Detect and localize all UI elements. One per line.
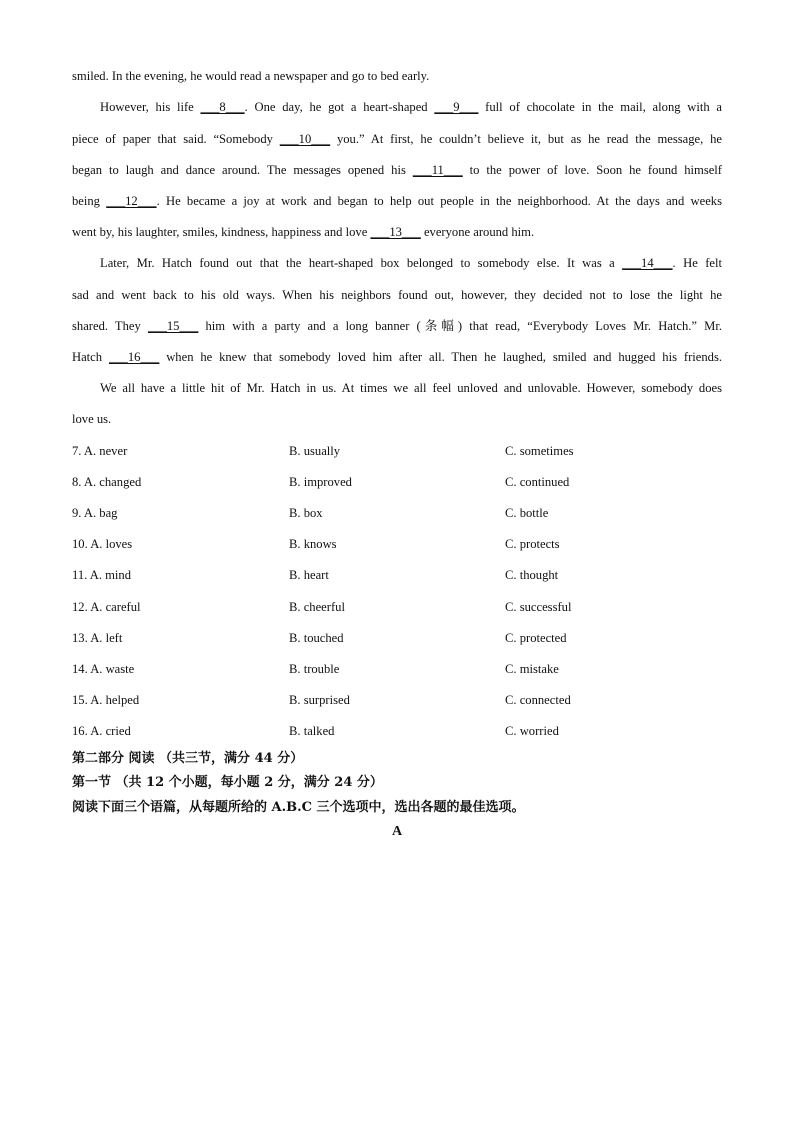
blank-13[interactable]: ___13___ <box>370 225 421 239</box>
option-7b[interactable]: B. usually <box>289 444 341 458</box>
passage-line-1: smiled. In the evening, he would read a newspaper and go to bed early. <box>72 69 430 83</box>
question-14-options <box>72 659 722 679</box>
question-16-options <box>72 721 722 741</box>
option-13a[interactable]: 13. A. left <box>72 631 123 645</box>
blank-8[interactable]: ___8___ <box>200 100 245 114</box>
passage-line-2: However, his life ___8___. One day, he got a heart-shaped ___9___ full of chocolate in the mail, along with a <box>100 97 722 117</box>
passage-line-11: We all have a little hit of Mr. Hatch in us. At times we all feel unloved and unlovable. However, somebody does <box>100 381 722 395</box>
option-8b[interactable]: B. improved <box>289 475 352 489</box>
passage-line-10: Hatch ___16___ when he knew that somebody loved him after all. Then he laughed, smiled and hugged his friends. <box>72 347 722 367</box>
part-title: 第二部分 阅读 （共三节，满分 44 分） <box>72 751 304 766</box>
question-11-options <box>72 565 722 585</box>
option-11a[interactable]: 11. A. mind <box>72 568 132 582</box>
option-14a[interactable]: 14. A. waste <box>72 662 135 676</box>
option-13b[interactable]: B. touched <box>289 631 344 645</box>
blank-11[interactable]: ___11___ <box>412 163 463 177</box>
section-title: 第一节 （共 12 个小题，每小题 2 分，满分 24 分） <box>72 775 383 790</box>
passage-line-12: love us. <box>72 412 112 426</box>
option-10b[interactable]: B. knows <box>289 537 337 551</box>
option-12c[interactable]: C. successful <box>505 600 572 614</box>
option-16b[interactable]: B. talked <box>289 724 335 738</box>
option-16c[interactable]: C. worried <box>505 724 559 738</box>
blank-10[interactable]: ___10___ <box>279 132 331 146</box>
option-14c[interactable]: C. mistake <box>505 662 559 676</box>
blank-12[interactable]: ___12___ <box>106 194 157 208</box>
option-10c[interactable]: C. protects <box>505 537 560 551</box>
question-7-options <box>72 441 722 461</box>
option-9c[interactable]: C. bottle <box>505 506 549 520</box>
question-8-options <box>72 472 722 492</box>
option-16a[interactable]: 16. A. cried <box>72 724 131 738</box>
passage-line-6: went by, his laughter, smiles, kindness, happiness and love ___13___ everyone around him. <box>72 222 722 242</box>
passage-line-4: began to laugh and dance around. The messages opened his ___11___ to the power of love. Soon he found himself <box>72 160 722 180</box>
passage-label: A <box>391 824 403 839</box>
option-15b[interactable]: B. surprised <box>289 693 350 707</box>
option-9b[interactable]: B. box <box>289 506 323 520</box>
option-15c[interactable]: C. connected <box>505 693 571 707</box>
option-12a[interactable]: 12. A. careful <box>72 600 141 614</box>
blank-15[interactable]: ___15___ <box>147 319 199 333</box>
passage-line-3: piece of paper that said. “Somebody ___10___ you.” At first, he couldn’t believe it, but as he read the message, he <box>72 129 722 149</box>
passage-line-9: shared. They ___15___ him with a party and a long banner (条幅) that read, “Everybody Loves Mr. Hatch.” Mr. <box>72 316 722 336</box>
option-7a[interactable]: 7. A. never <box>72 444 128 458</box>
option-7c[interactable]: C. sometimes <box>505 444 574 458</box>
question-10-options <box>72 534 722 554</box>
instruction: 阅读下面三个语篇，从每题所给的 A.B.C 三个选项中，选出各题的最佳选项。 <box>72 800 525 815</box>
option-9a[interactable]: 9. A. bag <box>72 506 118 520</box>
question-15-options <box>72 690 722 710</box>
blank-9[interactable]: ___9___ <box>434 100 479 114</box>
option-13c[interactable]: C. protected <box>505 631 567 645</box>
option-15a[interactable]: 15. A. helped <box>72 693 140 707</box>
passage-line-7: Later, Mr. Hatch found out that the heart-shaped box belonged to somebody else. It was a ___14___. He felt <box>100 253 722 273</box>
option-10a[interactable]: 10. A. loves <box>72 537 133 551</box>
option-14b[interactable]: B. trouble <box>289 662 340 676</box>
passage-line-5: being ___12___. He became a joy at work and began to help out people in the neighborhood. At the days and weeks <box>72 191 722 211</box>
option-8a[interactable]: 8. A. changed <box>72 475 142 489</box>
blank-16[interactable]: ___16___ <box>108 350 160 364</box>
option-8c[interactable]: C. continued <box>505 475 570 489</box>
question-9-options <box>72 503 722 523</box>
option-11b[interactable]: B. heart <box>289 568 329 582</box>
option-12b[interactable]: B. cheerful <box>289 600 345 614</box>
question-13-options <box>72 628 722 648</box>
option-11c[interactable]: C. thought <box>505 568 559 582</box>
question-12-options <box>72 597 722 617</box>
blank-14[interactable]: ___14___ <box>622 256 673 270</box>
passage-line-8: sad and went back to his old ways. When his neighbors found out, however, they decided not to lose the light he <box>72 288 722 302</box>
